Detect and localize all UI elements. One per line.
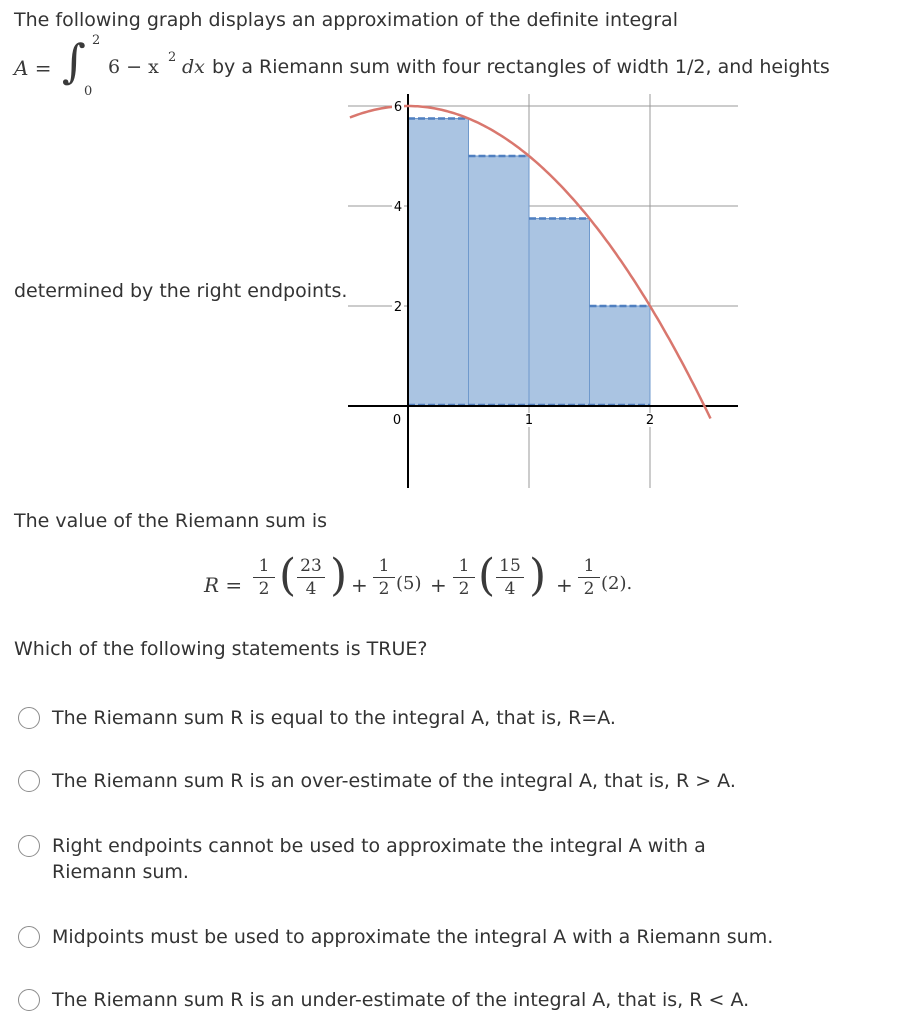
option-right-endpoints-label: Right endpoints cannot be used to approximate the integral A with a Riemann sum.	[52, 835, 706, 883]
riemann-lhs: R =	[204, 573, 243, 597]
option-midpoints-radio[interactable]	[18, 926, 40, 948]
option-equal-radio[interactable]	[18, 707, 40, 729]
intro-continuation: by a Riemann sum with four rectangles of width 1/2, and heights	[212, 56, 830, 78]
option-right-endpoints-radio[interactable]	[18, 835, 40, 857]
x-tick-label-2: 2	[645, 413, 655, 428]
option-under-estimate[interactable]	[18, 987, 749, 1013]
option-right-endpoints[interactable]	[18, 833, 798, 885]
term2-coefficient: 1 2	[373, 556, 395, 599]
option-equal-label: The Riemann sum R is equal to the integral A, that is, R=A.	[52, 707, 616, 729]
riemann-rectangle-2	[469, 156, 530, 406]
integrand: 6 − x	[108, 56, 159, 78]
integral-dx: dx	[182, 56, 205, 78]
question-prompt: Which of the following statements is TRUE?	[14, 638, 428, 660]
option-over-estimate[interactable]	[18, 768, 736, 794]
term2-argument: (5)	[396, 573, 422, 594]
integral-upper-limit: 2	[92, 33, 101, 48]
option-over-estimate-radio[interactable]	[18, 770, 40, 792]
option-under-estimate-label: The Riemann sum R is an under-estimate of the integral A, that is, R < A.	[52, 989, 750, 1011]
riemann-graph	[340, 90, 750, 500]
term3-argument: 15 4	[496, 556, 524, 599]
term1-argument: 23 4	[297, 556, 325, 599]
term1-paren-close: )	[330, 550, 348, 601]
x-tick-label-1: 1	[524, 413, 534, 428]
term1-paren-open: (	[279, 550, 297, 601]
option-under-estimate-radio[interactable]	[18, 989, 40, 1011]
term3-paren-close: )	[529, 550, 547, 601]
option-midpoints[interactable]	[18, 924, 773, 950]
term3-paren-open: (	[478, 550, 496, 601]
value-text: The value of the Riemann sum is	[14, 510, 327, 532]
y-tick-label-2: 2	[393, 300, 403, 315]
term1-coefficient: 1 2	[253, 556, 275, 599]
riemann-rectangle-1	[408, 119, 469, 407]
integral-lhs: A =	[14, 56, 52, 80]
option-midpoints-label: Midpoints must be used to approximate the integral A with a Riemann sum.	[52, 926, 774, 948]
x-tick-label-0: 0	[392, 413, 402, 428]
riemann-rectangles	[408, 119, 650, 407]
intro-text: The following graph displays an approximation of the definite integral	[14, 9, 678, 31]
plus-sign: +	[556, 573, 573, 597]
integrand-power: 2	[168, 50, 177, 65]
integral-lower-limit: 0	[84, 84, 93, 99]
intro-end-text: determined by the right endpoints.	[14, 280, 348, 302]
plus-sign: +	[430, 573, 447, 597]
plus-sign: +	[351, 573, 368, 597]
integral-sign: ∫	[62, 34, 86, 88]
term4-argument: (2).	[601, 573, 633, 594]
y-tick-label-6: 6	[393, 100, 403, 115]
y-tick-label-4: 4	[393, 200, 403, 215]
term4-coefficient: 1 2	[578, 556, 600, 599]
riemann-rectangle-3	[529, 219, 590, 407]
option-equal[interactable]	[18, 705, 616, 731]
option-over-estimate-label: The Riemann sum R is an over-estimate of the integral A, that is, R > A.	[52, 770, 736, 792]
term3-coefficient: 1 2	[453, 556, 475, 599]
riemann-rectangle-4	[590, 306, 651, 406]
